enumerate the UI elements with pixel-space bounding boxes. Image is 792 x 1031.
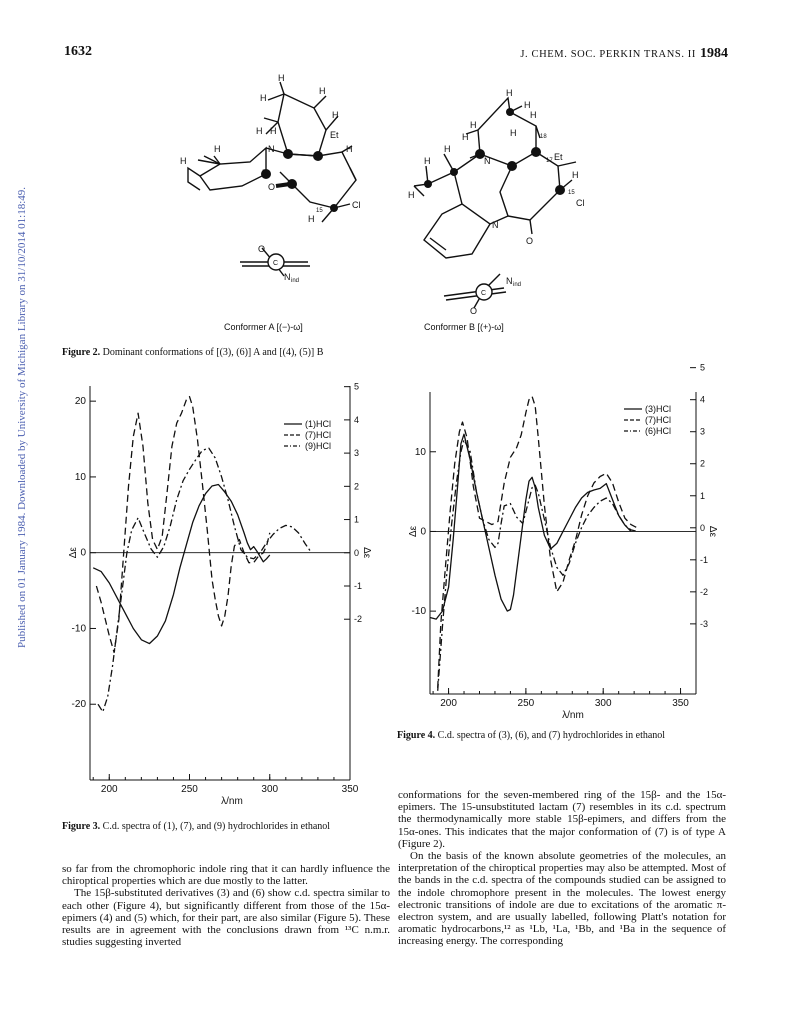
atom-a-h6: H bbox=[270, 126, 277, 136]
atom-b-o2: O bbox=[470, 306, 478, 316]
chart4-x-axis-label: λ/nm bbox=[562, 710, 584, 721]
conformer-a-structure bbox=[180, 72, 410, 312]
atom-b-n1: N bbox=[484, 156, 491, 166]
atom-a-h5: H bbox=[256, 126, 263, 136]
chart4-y-axis-label: Δε bbox=[408, 525, 419, 538]
atom-a-h9: H bbox=[346, 144, 353, 154]
chart4-y2-tick-label: 3 bbox=[700, 426, 706, 437]
chart4-x-tick-label: 250 bbox=[517, 698, 535, 709]
figure2-caption-label: Figure 2. bbox=[62, 347, 101, 358]
atom-b-nind: N bbox=[506, 276, 513, 286]
atom-b-o1: O bbox=[526, 236, 534, 246]
figure3-caption-label: Figure 3. bbox=[62, 821, 101, 832]
chart4-legend-label-2: (7)HCl bbox=[645, 415, 671, 425]
atom-b-15: 15 bbox=[568, 190, 575, 196]
atom-a-o2: O bbox=[258, 244, 266, 254]
chart4-y-tick-label: 10 bbox=[414, 446, 426, 458]
figure2-caption bbox=[62, 347, 323, 358]
chart3-series-1-line bbox=[93, 485, 270, 644]
figure3-chart bbox=[60, 378, 378, 808]
atom-b-h3: H bbox=[530, 110, 537, 120]
chart4-y2-axis-label: Δε bbox=[707, 525, 718, 538]
atom-a-h7: H bbox=[214, 144, 221, 154]
atom-b-h2: H bbox=[524, 100, 531, 110]
chart4-y2-tick-label: -1 bbox=[700, 554, 709, 565]
atom-a-15: 15 bbox=[316, 208, 323, 214]
body-left-paragraph-1: so far from the chromophoric indole ring that it can hardly influence the chiroptical properties which are due mostly to the latter. bbox=[62, 863, 390, 888]
chart4-y2-tick-label: 1 bbox=[700, 490, 706, 501]
chart4-y-tick-label: 0 bbox=[420, 526, 426, 538]
chart4-x-tick-label: 350 bbox=[672, 698, 689, 709]
conformer-b-label: Conformer B [(+)-ω] bbox=[424, 322, 504, 332]
chart4-series-3-line bbox=[438, 440, 638, 691]
atom-b-n2: N bbox=[492, 220, 499, 230]
chart3-legend-label-2: (7)HCl bbox=[305, 430, 331, 440]
chart4-y2-tick-label: -3 bbox=[700, 618, 709, 629]
body-column-left bbox=[62, 863, 390, 948]
chart3-legend-label-1: (1)HCl bbox=[305, 419, 331, 429]
chart3-y2-axis-label: Δε bbox=[361, 547, 372, 559]
chart3-x-tick-label: 350 bbox=[341, 784, 359, 795]
chart3-y-axis-label: Δε bbox=[68, 547, 79, 559]
chart3-y-tick-label: -10 bbox=[71, 623, 86, 635]
figure4-chart bbox=[396, 362, 726, 722]
chart3-y2-tick-label: 1 bbox=[354, 514, 360, 525]
atom-b-ind: ind bbox=[513, 282, 522, 288]
chart4-y2-tick-label: 2 bbox=[700, 458, 706, 469]
chart3-y-tick-label: -20 bbox=[71, 699, 86, 711]
chart4-y2-tick-label: 0 bbox=[700, 522, 706, 533]
body-right-paragraph-1: conformations for the seven-membered ring of the 15β- and the 15α-epimers. The 15-unsubstituted lactam (7) resembles in its c.d. spectrum the thermodynamically more stable 15β-epimers, and differs from the 15α-ones. This indicates that the major conformation of (7) is of type A (Figure 2). bbox=[398, 789, 726, 850]
atom-a-c: C bbox=[273, 260, 279, 267]
chart4-legend-label-3: (6)HCl bbox=[645, 426, 671, 436]
chart4-y2-tick-label: 5 bbox=[700, 362, 706, 373]
atom-a-n1: N bbox=[268, 144, 275, 154]
chart3-y-tick-label: 20 bbox=[74, 396, 86, 408]
chart3-y-tick-label: 10 bbox=[74, 471, 86, 483]
chart3-x-axis-label: λ/nm bbox=[221, 796, 243, 807]
chart3-y2-tick-label: 0 bbox=[354, 547, 360, 558]
chart3-x-tick-label: 250 bbox=[181, 784, 198, 795]
chart3-y-tick-label: 0 bbox=[80, 547, 86, 559]
chart3-y2-tick-label: 3 bbox=[354, 448, 360, 459]
atom-b-h10: H bbox=[572, 170, 579, 180]
chart3-series-2-line bbox=[96, 397, 269, 653]
atom-b-h4: H bbox=[470, 120, 477, 130]
atom-b-18: 18 bbox=[540, 134, 547, 140]
journal-header bbox=[520, 46, 728, 62]
atom-a-h2: H bbox=[260, 93, 267, 103]
chart4-legend-label-1: (3)HCl bbox=[645, 404, 671, 414]
chart4-y2-tick-label: 4 bbox=[700, 394, 706, 405]
chart4-x-tick-label: 300 bbox=[594, 698, 612, 709]
atom-b-c: C bbox=[481, 290, 487, 297]
page-number: 1632 bbox=[64, 44, 92, 59]
atom-a-o1: O bbox=[268, 182, 276, 192]
figure3-caption-text: C.d. spectra of (1), (7), and (9) hydrochlorides in ethanol bbox=[100, 821, 331, 832]
conformer-b-structure bbox=[400, 88, 600, 316]
atom-a-et: Et bbox=[330, 130, 339, 140]
body-right-paragraph-2: On the basis of the known absolute geometries of the molecules, an interpretation of the chiroptical properties may also be attempted. Most of the bands in the c.d. spectra of the compounds studied can be assigned to the indole chromophore present in the molecules. The lowest energy electronic transitions of indole are due to excitations of the aromatic π-electron system, and are usually labelled, following Platt's notation for aromatic hydrocarbons,¹² as ¹Lb, ¹La, ¹Bb, and ¹Ba in the sequence of increasing energy. The corresponding bbox=[398, 850, 726, 948]
atom-b-h6: H bbox=[510, 128, 517, 138]
chart3-y2-tick-label: 2 bbox=[354, 481, 360, 492]
journal-title: J. CHEM. SOC. PERKIN TRANS. II bbox=[520, 49, 696, 60]
atom-a-h8: H bbox=[180, 156, 187, 166]
chart4-series-1-line bbox=[430, 434, 631, 619]
atom-b-cl: Cl bbox=[576, 198, 585, 208]
atom-a-h1: H bbox=[278, 73, 285, 83]
chart4-y-tick-label: -10 bbox=[411, 606, 426, 618]
atom-a-nind: N bbox=[284, 272, 291, 282]
atom-a-n2: N bbox=[262, 168, 269, 178]
atom-b-et: Et bbox=[554, 152, 563, 162]
download-note-text: Published on 01 January 1984. Downloaded by University of Michigan Library on 31/10/2014 01:18:49. bbox=[16, 186, 28, 648]
chart4-series-2-line bbox=[438, 397, 638, 688]
atom-b-h5: H bbox=[462, 132, 469, 142]
figure4-caption-text: C.d. spectra of (3), (6), and (7) hydrochlorides in ethanol bbox=[435, 730, 666, 741]
conformer-a-label: Conformer A [(−)-ω] bbox=[224, 322, 303, 332]
journal-year: 1984 bbox=[700, 46, 728, 61]
chart3-y2-tick-label: -1 bbox=[354, 580, 363, 591]
atom-b-h1: H bbox=[506, 88, 513, 98]
atom-b-17: 17 bbox=[546, 158, 553, 164]
figure2-caption-text: Dominant conformations of [(3), (6)] A and [(4), (5)] B bbox=[100, 347, 324, 358]
body-column-right bbox=[398, 789, 726, 948]
chart3-y2-tick-label: -2 bbox=[354, 614, 363, 625]
atom-b-h7: H bbox=[424, 156, 431, 166]
atom-a-cl: Cl bbox=[352, 200, 361, 210]
chart3-x-tick-label: 300 bbox=[261, 784, 279, 795]
chart4-y2-tick-label: -2 bbox=[700, 586, 709, 597]
atom-b-h9: H bbox=[408, 190, 415, 200]
atom-b-h8: H bbox=[444, 144, 451, 154]
figure4-caption-label: Figure 4. bbox=[397, 730, 436, 741]
chart4-x-tick-label: 200 bbox=[440, 698, 457, 709]
chart3-y2-tick-label: 5 bbox=[354, 381, 360, 392]
chart3-legend-label-3: (9)HCl bbox=[305, 441, 331, 451]
figure4-caption bbox=[397, 730, 665, 741]
atom-a-ind: ind bbox=[291, 278, 300, 284]
chart3-series-3-line bbox=[98, 448, 312, 712]
atom-a-h3: H bbox=[319, 86, 326, 96]
atom-a-h4: H bbox=[332, 110, 339, 120]
atom-a-h10: H bbox=[308, 214, 315, 224]
chart3-y2-tick-label: 4 bbox=[354, 414, 360, 425]
body-left-paragraph-2: The 15β-substituted derivatives (3) and (6) show c.d. spectra similar to each other (Figure 4), but significantly different from those of the 15α-epimers (4) and (5) which, for their part, are also similar (Figure 5). These results are in agreement with the conclusions drawn from ¹³C n.m.r. studies suggesting inverted bbox=[62, 887, 390, 949]
chart3-x-tick-label: 200 bbox=[100, 784, 118, 795]
figure3-caption bbox=[62, 821, 330, 832]
download-note bbox=[2, 186, 28, 648]
